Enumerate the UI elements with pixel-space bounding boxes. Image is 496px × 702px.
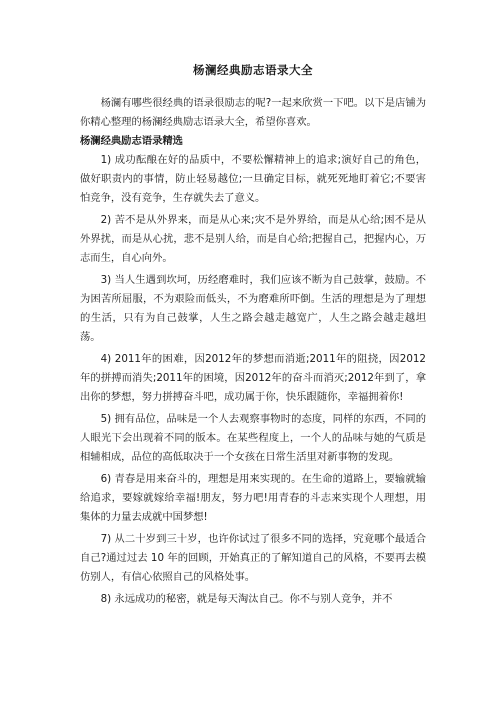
quote-item: 4) 2011年的困难，因2012年的梦想而消逝;2011年的阻挠，因2012年的拼搏而消失;2011年的困境，因2012年的奋斗而消灭;2012年到了，拿出你的梦想，努力拼搏奋斗吧，成功属于你，快乐跟随你，幸福拥着你! bbox=[80, 353, 426, 403]
quote-item: 8) 永远成功的秘密，就是每天淘汰自己。你不与别人竞争，并不 bbox=[100, 593, 393, 605]
document-title: 杨澜经典励志语录大全 bbox=[193, 63, 313, 77]
quote-item: 6) 青春是用来奋斗的，理想是用来实现的。在生命的道路上，要输就输给追求，要嫁就嫁给幸福!朋友，努力吧!用青春的斗志来实现个人理想，用集体的力量去成就中国梦想! bbox=[80, 473, 426, 523]
section-heading: 杨澜经典励志语录精选 bbox=[80, 135, 183, 147]
quote-item: 2) 苦不是从外界来，而是从心来;灾不是外界给，而是从心给;困不是从外界扰，而是从心扰，悲不是别人给，而是自心给;把握自己，把握内心，万志而生，自心向外。 bbox=[80, 214, 426, 264]
quote-item: 5) 拥有品位，品味是一个人去观察事物时的态度，同样的东西，不同的人眼光下会出现着不同的版本。在某些程度上，一个人的品味与她的气质是相辅相成，品位的高低取决于一个女孩在日常生活里对新事物的发现。 bbox=[80, 413, 426, 463]
quote-item: 1) 成功酝酿在好的品质中，不要松懈精神上的追求;演好自己的角色，做好职责内的事情，防止轻易越位;一旦确定目标，就死死地盯着它;不要害怕竞争，没有竞争，生存就失去了意义。 bbox=[80, 154, 426, 204]
quote-item: 7) 从二十岁到三十岁，也许你试过了很多不同的选择，究竟哪个最适合自己?通过过去 10 年的回顾，开始真正的了解知道自己的风格，不要再去模仿别人，有信心依照自己的风格处事。 bbox=[80, 533, 426, 583]
quote-item: 3) 当人生遇到坎坷，历经磨难时，我们应该不断为自己鼓掌，鼓励。不为困苦所屈服，不为艰险而低头，不为磨难所吓倒。生活的理想是为了理想的生活，只有为自己鼓掌，人生之路会越走越宽广，人生之路会越走越坦荡。 bbox=[80, 274, 426, 343]
intro-paragraph: 杨澜有哪些很经典的语录很励志的呢?一起来欣赏一下吧。以下是店铺为你精心整理的杨澜经典励志语录大全，希望你喜欢。 bbox=[80, 97, 426, 128]
